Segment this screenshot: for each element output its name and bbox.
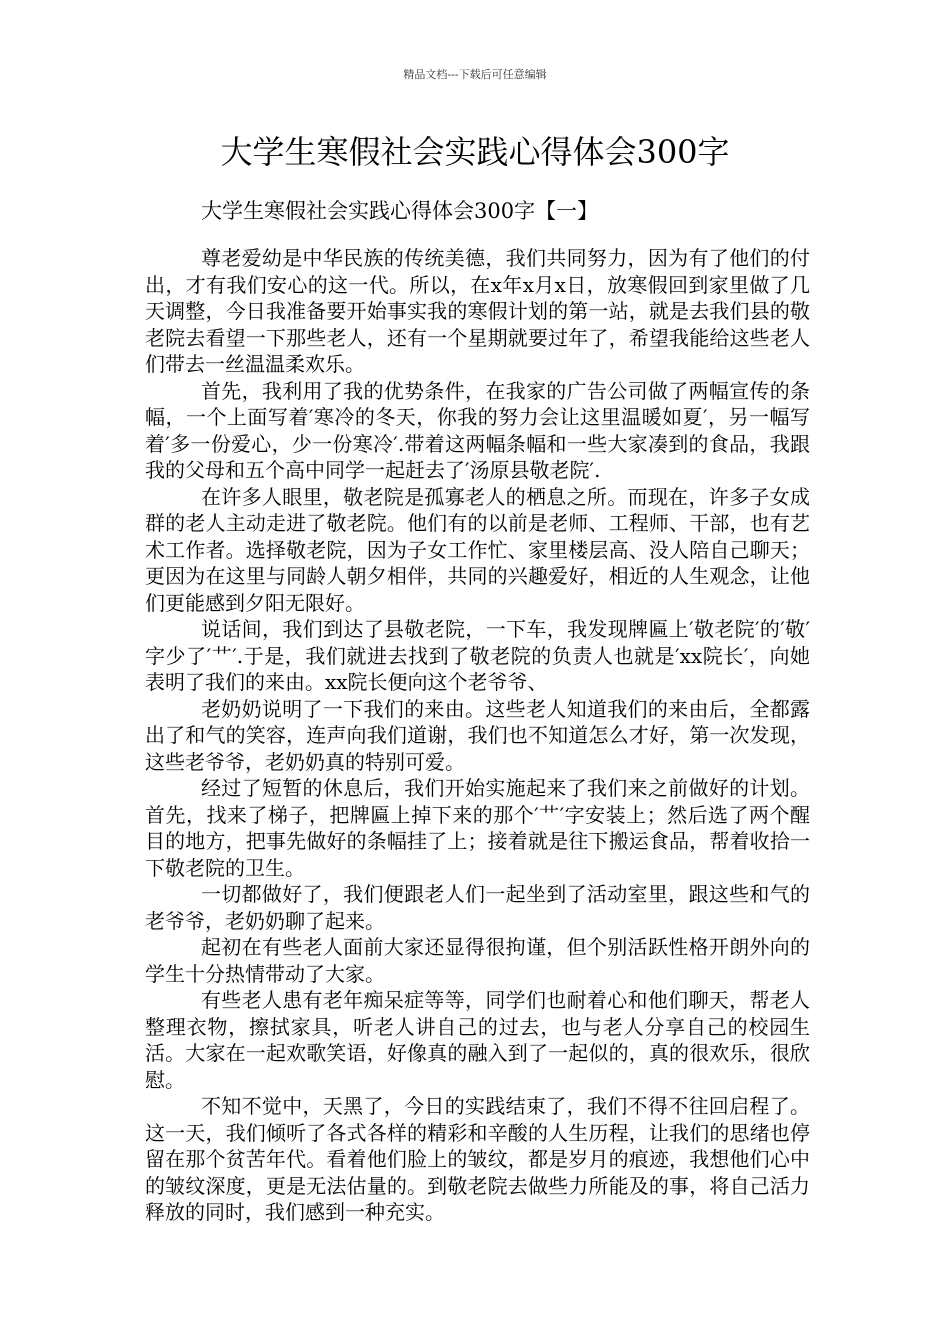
- paragraph: 有些老人患有老年痴呆症等等，同学们也耐着心和他们聊天，帮老人整理衣物，擦拭家具，听老人讲自己的过去，也与老人分享自己的校园生活。大家在一起欢歌笑语，好像真的融入到了一起似的，真的很欢乐，很欣慰。: [145, 988, 810, 1092]
- document-title: 大学生寒假社会实践心得体会300字: [220, 133, 730, 171]
- paragraph: 在许多人眼里，敬老院是孤寡老人的栖息之所。而现在，许多子女成群的老人主动走进了敬老院。他们有的以前是老师、工程师、干部，也有艺术工作者。选择敬老院，因为子女工作忙、家里楼层高、没人陪自己聊天；更因为在这里与同龄人朝夕相伴，共同的兴趣爱好，相近的人生观念，让他们更能感到夕阳无限好。: [145, 484, 810, 615]
- document-body: [145, 245, 810, 1226]
- section-heading: 大学生寒假社会实践心得体会300字【一】: [201, 199, 599, 223]
- paragraph: 经过了短暂的休息后，我们开始实施起来了我们来之前做好的计划。首先，找来了梯子，把牌匾上掉下来的那个′艹′字安装上；然后选了两个醒目的地方，把事先做好的条幅挂了上；接着就是往下搬运食品，帮着收拾一下敬老院的卫生。: [145, 776, 810, 880]
- paragraph: 首先，我利用了我的优势条件，在我家的广告公司做了两幅宣传的条幅，一个上面写着′寒冷的冬天，你我的努力会让这里温暖如夏′，另一幅写着′多一份爱心，少一份寒冷′.带着这两幅条幅和一些大家凑到的食品，我跟我的父母和五个高中同学一起赶去了′汤原县敬老院′.: [145, 378, 810, 482]
- paragraph: 老奶奶说明了一下我们的来由。这些老人知道我们的来由后，全都露出了和气的笑容，连声向我们道谢，我们也不知道怎么才好，第一次发现，这些老爷爷，老奶奶真的特别可爱。: [145, 696, 810, 774]
- paragraph: 说话间，我们到达了县敬老院，一下车，我发现牌匾上′敬老院′的′敬′字少了′艹′.于是，我们就进去找到了敬老院的负责人也就是′xx院长′，向她表明了我们的来由。xx院长便向这个老爷爷、: [145, 617, 810, 694]
- paragraph: 起初在有些老人面前大家还显得很拘谨，但个别活跃性格开朗外向的学生十分热情带动了大家。: [145, 935, 810, 986]
- paragraph: 一切都做好了，我们便跟老人们一起坐到了活动室里，跟这些和气的老爷爷，老奶奶聊了起来。: [145, 882, 810, 933]
- page-header: 精品文档---下载后可任意编辑: [403, 68, 547, 81]
- paragraph: 不知不觉中，天黑了，今日的实践结束了，我们不得不往回启程了。这一天，我们倾听了各式各样的精彩和辛酸的人生历程，让我们的思绪也停留在那个贫苦年代。看着他们脸上的皱纹，都是岁月的痕迹，我想他们心中的皱纹深度，更是无法估量的。到敬老院去做些力所能及的事，将自己活力释放的同时，我们感到一种充实。: [145, 1094, 810, 1224]
- paragraph: 尊老爱幼是中华民族的传统美德，我们共同努力，因为有了他们的付出，才有我们安心的这一代。所以，在x年x月x日，放寒假回到家里做了几天调整，今日我准备要开始事实我的寒假计划的第一站，就是去我们县的敬老院去看望一下那些老人，还有一个星期就要过年了，希望我能给这些老人们带去一丝温温柔欢乐。: [145, 246, 810, 376]
